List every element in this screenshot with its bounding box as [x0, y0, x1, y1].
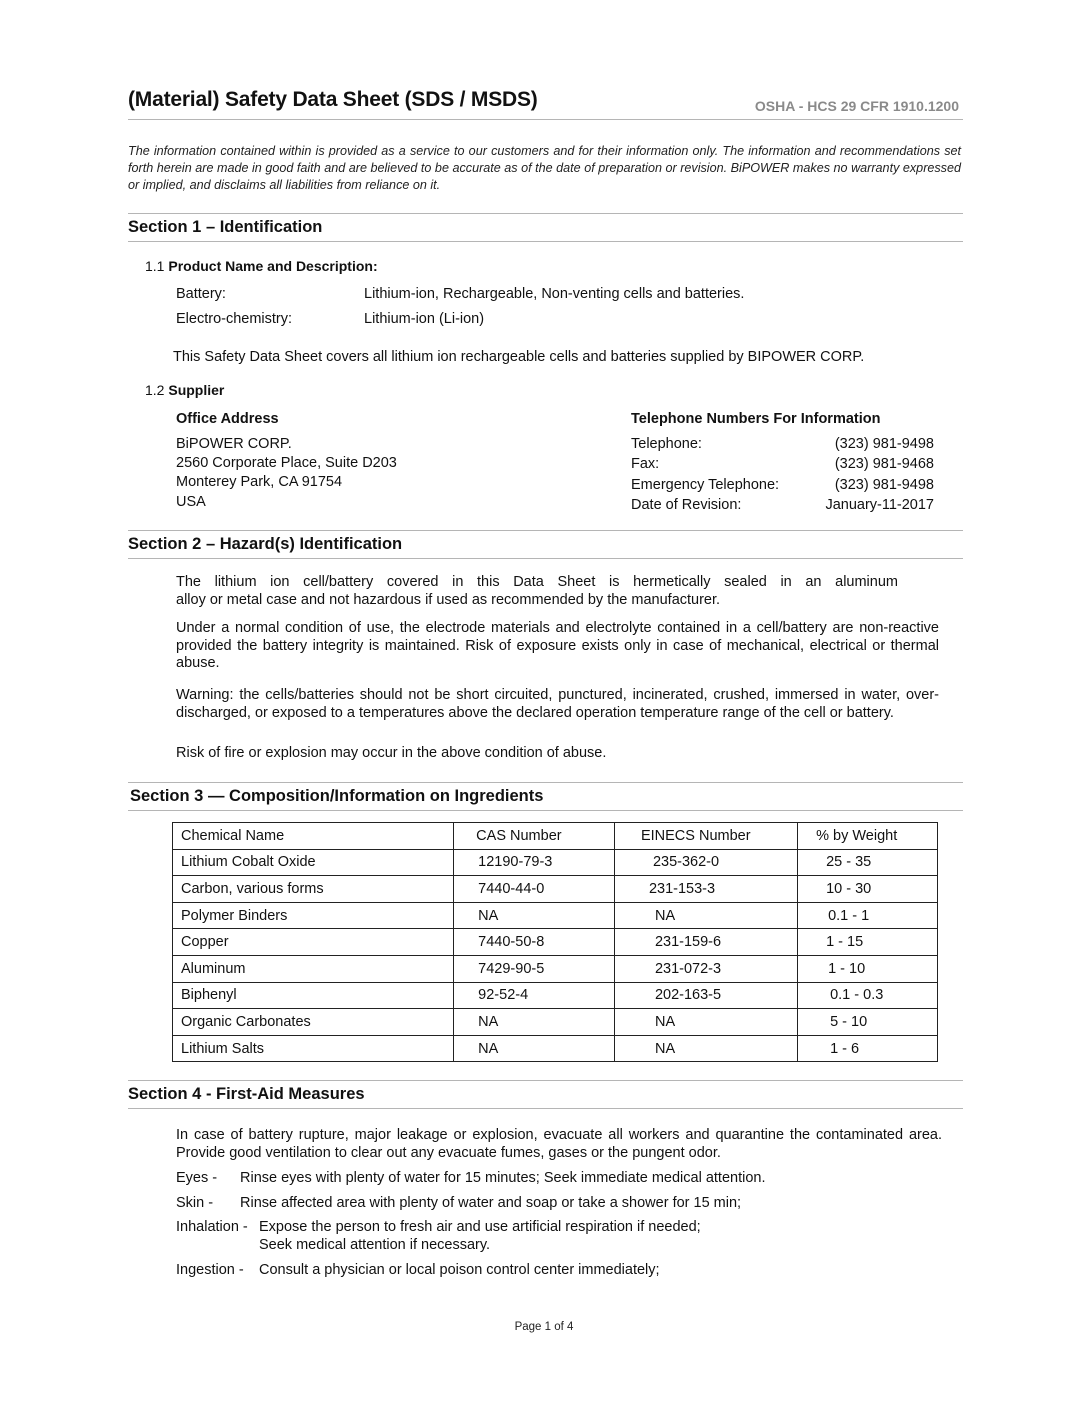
cas-number: 7440-44-0: [454, 876, 615, 903]
table-row: [173, 876, 938, 903]
subsection-number: 1.1: [145, 258, 165, 274]
section-divider: [128, 241, 963, 242]
einecs-number: NA: [614, 1009, 797, 1036]
chemical-name: Biphenyl: [173, 982, 454, 1009]
weight-percent: 1 - 6: [798, 1035, 938, 1062]
weight-percent: 10 - 30: [798, 876, 938, 903]
section-divider: [128, 810, 963, 811]
regulation-reference: OSHA - HCS 29 CFR 1910.1200: [754, 98, 959, 114]
office-line: Monterey Park, CA 91754: [176, 474, 343, 490]
table-row: [173, 849, 938, 876]
ingestion-instruction: Consult a physician or local poison control center immediately;: [259, 1262, 660, 1278]
cas-number: 92-52-4: [454, 982, 615, 1009]
phone-value: (323) 981-9498: [834, 477, 934, 493]
table-row: [173, 982, 938, 1009]
chemical-name: Organic Carbonates: [173, 1009, 454, 1036]
office-line: BiPOWER CORP.: [176, 436, 292, 452]
office-line: USA: [176, 494, 206, 510]
inhalation-instruction: Expose the person to fresh air and use artificial respiration if needed;: [259, 1219, 701, 1235]
phone-label: Emergency Telephone:: [631, 477, 780, 493]
ingestion-label: Ingestion -: [176, 1262, 244, 1278]
cas-number: 7440-50-8: [454, 929, 615, 956]
column-header: CAS Number: [454, 823, 615, 850]
phone-label: Fax:: [631, 456, 660, 472]
skin-instruction: Rinse affected area with plenty of water and soap or take a shower for 15 min;: [240, 1195, 742, 1211]
document-title: (Material) Safety Data Sheet (SDS / MSDS): [128, 88, 538, 111]
table-header-row: [173, 823, 938, 850]
inhalation-label: Inhalation -: [176, 1219, 248, 1235]
battery-value: Lithium-ion, Rechargeable, Non-venting cells and batteries.: [364, 286, 745, 302]
hazard-paragraph-line: alloy or metal case and not hazardous if used as recommended by the manufacturer.: [176, 592, 721, 608]
hazard-paragraph: Under a normal condition of use, the electrode materials and electrolyte contained in a cell/battery are non-reactive provided the battery integrity is maintained. Risk of exposure exists only in case of mechanical, electrical or thermal abuse.: [176, 620, 939, 671]
battery-label: Battery:: [176, 286, 226, 302]
cas-number: NA: [454, 902, 615, 929]
section-divider: [128, 1080, 963, 1081]
chemical-name: Lithium Cobalt Oxide: [173, 849, 454, 876]
weight-percent: 0.1 - 1: [798, 902, 938, 929]
inhalation-instruction: Seek medical attention if necessary.: [259, 1237, 491, 1253]
column-header: EINECS Number: [614, 823, 797, 850]
section-1-heading: Section 1 – Identification: [128, 218, 323, 236]
cas-number: 12190-79-3: [454, 849, 615, 876]
first-aid-intro: In case of battery rupture, major leakage or explosion, evacuate all workers and quarantine the contaminated area. Provide good ventilation to clear out any evacuate fumes, gases or the pungent odor.: [176, 1127, 942, 1161]
section-2-heading: Section 2 – Hazard(s) Identification: [128, 535, 403, 553]
table-row: [173, 929, 938, 956]
weight-percent: 5 - 10: [798, 1009, 938, 1036]
office-line: 2560 Corporate Place, Suite D203: [176, 455, 397, 471]
ingredients-table: [172, 822, 938, 1062]
page-number: Page 1 of 4: [514, 1321, 574, 1333]
chemical-name: Polymer Binders: [173, 902, 454, 929]
section-divider: [128, 213, 963, 214]
section-divider: [128, 558, 963, 559]
revision-label: Date of Revision:: [631, 497, 742, 513]
fire-risk-statement: Risk of fire or explosion may occur in the above condition of abuse.: [176, 745, 607, 761]
eyes-label: Eyes -: [176, 1170, 218, 1186]
table-row: [173, 1009, 938, 1036]
warning-paragraph: Warning: the cells/batteries should not be short circuited, punctured, incinerated, crushed, immersed in water, over-discharged, or exposed to a temperatures above the declared operation temperature range of the cell or battery.: [176, 687, 939, 721]
einecs-number: NA: [614, 1035, 797, 1062]
subsection-label: Supplier: [168, 382, 225, 398]
chemical-name: Copper: [173, 929, 454, 956]
disclaimer-text: The information contained within is provided as a service to our customers and for their information only. The information and recommendations set forth herein are made in good faith and are believed to be accurate as of the date of preparation or revision. BiPOWER makes no warranty expressed or implied, and disclaims all liabilities from reliance on it.: [128, 144, 961, 192]
column-header: Chemical Name: [173, 823, 454, 850]
einecs-number: 231-072-3: [614, 955, 797, 982]
subsection-1-1: [145, 258, 378, 274]
subsection-number: 1.2: [145, 382, 165, 398]
table-row: [173, 902, 938, 929]
cas-number: NA: [454, 1009, 615, 1036]
phone-numbers-heading: Telephone Numbers For Information: [631, 411, 881, 427]
phone-label: Telephone:: [631, 436, 702, 452]
hazard-paragraph-line: The lithium ion cell/battery covered in this Data Sheet is hermetically sealed in an aluminum: [176, 574, 898, 590]
chemistry-label: Electro-chemistry:: [176, 311, 293, 327]
section-4-heading: Section 4 - First-Aid Measures: [128, 1085, 365, 1103]
einecs-number: 202-163-5: [614, 982, 797, 1009]
phone-value: (323) 981-9468: [834, 456, 934, 472]
chemical-name: Carbon, various forms: [173, 876, 454, 903]
weight-percent: 0.1 - 0.3: [798, 982, 938, 1009]
coverage-statement: This Safety Data Sheet covers all lithium ion rechargeable cells and batteries supplied by BIPOWER CORP.: [173, 349, 865, 365]
subsection-label: Product Name and Description:: [168, 258, 378, 274]
section-3-heading: Section 3 — Composition/Information on Ingredients: [130, 787, 544, 805]
weight-percent: 1 - 15: [798, 929, 938, 956]
section-divider: [128, 530, 963, 531]
weight-percent: 1 - 10: [798, 955, 938, 982]
cas-number: 7429-90-5: [454, 955, 615, 982]
einecs-number: NA: [614, 902, 797, 929]
section-divider: [128, 1108, 963, 1109]
chemical-name: Lithium Salts: [173, 1035, 454, 1062]
subsection-1-2: [145, 382, 224, 398]
table-row: [173, 955, 938, 982]
phone-value: (323) 981-9498: [834, 436, 934, 452]
column-header: % by Weight: [798, 823, 938, 850]
einecs-number: 235-362-0: [614, 849, 797, 876]
revision-date: January-11-2017: [825, 497, 934, 513]
chemical-name: Aluminum: [173, 955, 454, 982]
cas-number: NA: [454, 1035, 615, 1062]
skin-label: Skin -: [176, 1195, 214, 1211]
einecs-number: 231-153-3: [614, 876, 797, 903]
eyes-instruction: Rinse eyes with plenty of water for 15 minutes; Seek immediate medical attention.: [240, 1170, 766, 1186]
einecs-number: 231-159-6: [614, 929, 797, 956]
section-divider: [128, 782, 963, 783]
chemistry-value: Lithium-ion (Li-ion): [364, 311, 485, 327]
office-address-heading: Office Address: [176, 411, 279, 427]
table-row: [173, 1035, 938, 1062]
header-divider: [128, 119, 963, 120]
weight-percent: 25 - 35: [798, 849, 938, 876]
